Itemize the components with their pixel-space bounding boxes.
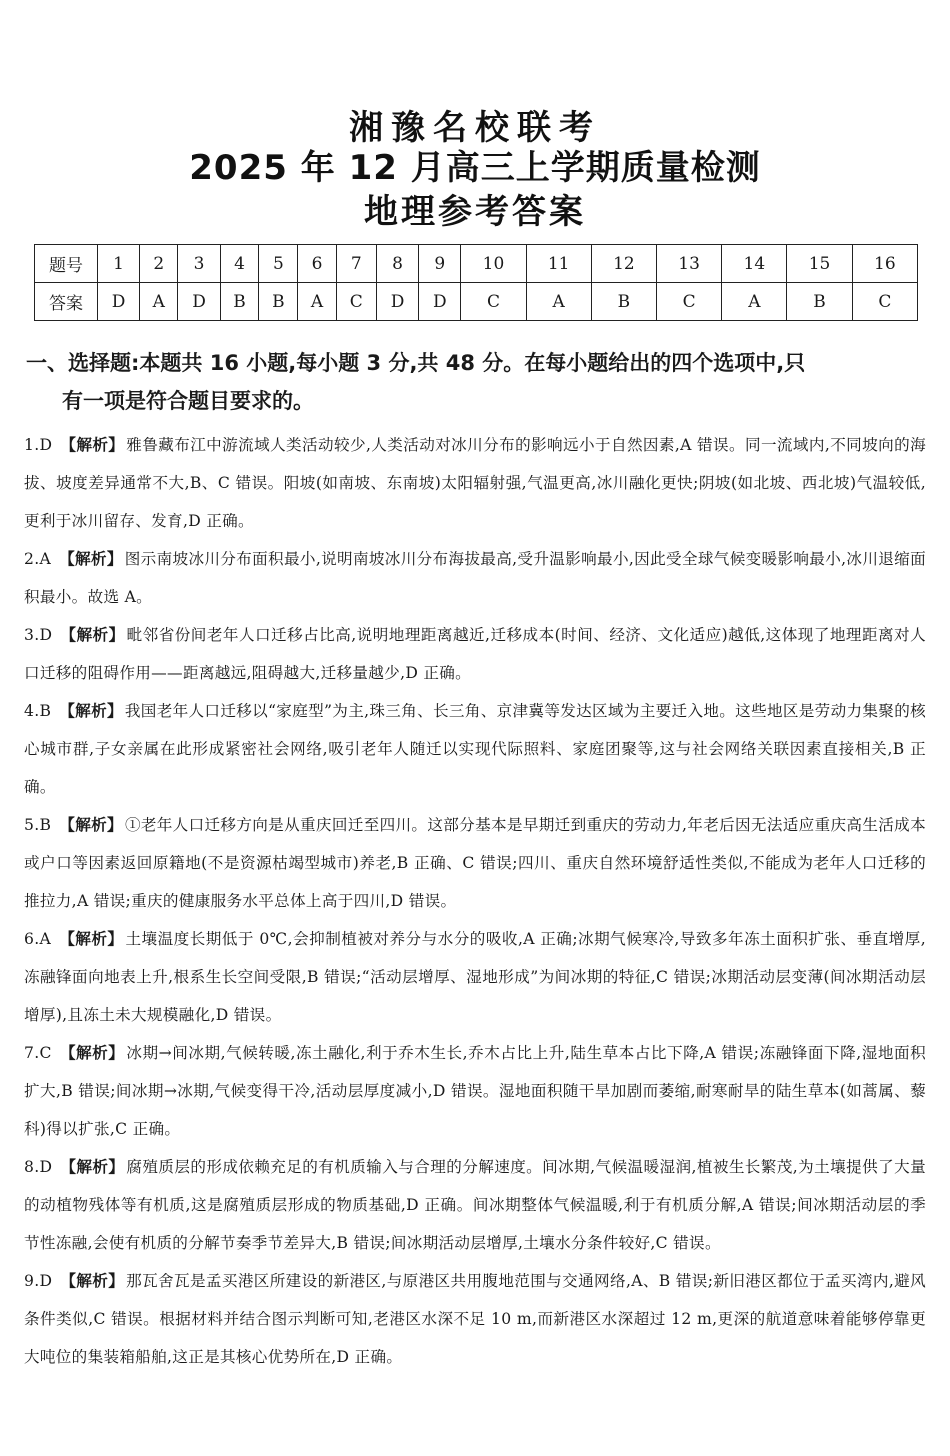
question-answer: 5.B [24, 816, 52, 834]
question-number: 11 [526, 245, 591, 283]
question-answer: 9.D [24, 1272, 53, 1290]
explanation-text: 土壤温度长期低于 0℃,会抑制植被对养分与水分的吸收,A 正确;冰期气候寒冷,导致多年冻土面积扩张、垂直增厚,冻融锋面向地表上升,根系生长空间受限,B 错误;“活动层增厚、湿地形成”为间冰期的特征,C 错误;冰期活动层变薄(间冰期活动层增厚),且冻土未大规模融化,D 错误。 [24, 930, 927, 1024]
answer-row [35, 283, 918, 321]
question-number: 16 [852, 245, 917, 283]
section-heading [26, 344, 931, 420]
answer-cell: C [852, 283, 917, 321]
document-title: 地理参考答案 [364, 192, 586, 232]
question-number: 14 [722, 245, 787, 283]
question-number: 13 [657, 245, 722, 283]
explanation-text: 腐殖质层的形成依赖充足的有机质输入与合理的分解速度。间冰期,气候温暖湿润,植被生长繁茂,为土壤提供了大量的动植物残体等有机质,这是腐殖质层形成的物质基础,D 正确。间冰期整体气候温暖,利于有机质分解,A 错误;间冰期活动层的季节性冻融,会使有机质的分解节奏季节差异大,B 错误;间冰期活动层增厚,土壤水分条件较好,C 错误。 [24, 1158, 926, 1252]
analysis-tag: 【解析】 [59, 816, 123, 834]
explanation-text: 图示南坡冰川分布面积最小,说明南坡冰川分布海拔最高,受升温影响最小,因此受全球气候变暖影响最小,冰川退缩面积最小。故选 A。 [24, 550, 926, 606]
explanation-item [24, 1034, 926, 1148]
answer-cell: C [657, 283, 722, 321]
question-number: 12 [591, 245, 656, 283]
question-number: 4 [220, 245, 259, 283]
analysis-tag: 【解析】 [60, 1272, 125, 1290]
question-number: 7 [336, 245, 376, 283]
analysis-tag: 【解析】 [59, 930, 124, 948]
explanation-list [24, 426, 926, 1376]
question-number: 5 [259, 245, 298, 283]
answer-table [34, 244, 918, 321]
answer-cell: A [722, 283, 787, 321]
explanation-text: ①老年人口迁移方向是从重庆回迁至四川。这部分基本是早期迁到重庆的劳动力,年老后因无法适应重庆高生活成本或户口等因素返回原籍地(不是资源枯竭型城市)养老,B 正确、C 错误;四川、重庆自然环境舒适性类似,不能成为老年人口迁移的推拉力,A 错误;重庆的健康服务水平总体上高于四川,D 错误。 [24, 816, 926, 910]
analysis-tag: 【解析】 [60, 436, 125, 454]
question-number: 10 [461, 245, 526, 283]
explanation-item [24, 540, 926, 616]
section-heading-line: 一、选择题:本题共 16 小题,每小题 3 分,共 48 分。在每小题给出的四个选项中,只 [26, 351, 806, 375]
explanation-item [24, 1262, 926, 1376]
question-answer: 8.D [24, 1158, 53, 1176]
question-number: 9 [419, 245, 461, 283]
section-heading-line: 有一项是符合题目要求的。 [62, 389, 314, 413]
question-number: 15 [787, 245, 852, 283]
question-answer: 4.B [24, 702, 52, 720]
question-answer: 1.D [24, 436, 53, 454]
explanation-item [24, 426, 926, 540]
exam-subtitle: 2025 年 12 月高三上学期质量检测 [189, 148, 761, 188]
answer-cell: B [787, 283, 852, 321]
row-header-answer: 答案 [35, 283, 98, 321]
answer-cell: C [336, 283, 376, 321]
answer-cell: A [140, 283, 178, 321]
question-number-row [35, 245, 918, 283]
question-answer: 7.C [24, 1044, 52, 1062]
question-number: 8 [377, 245, 419, 283]
answer-cell: B [259, 283, 298, 321]
answer-cell: C [461, 283, 526, 321]
page-crop-mask [0, 1384, 950, 1456]
analysis-tag: 【解析】 [59, 1044, 125, 1062]
explanation-item [24, 616, 926, 692]
question-answer: 3.D [24, 626, 53, 644]
explanation-item [24, 692, 926, 806]
answer-cell: D [98, 283, 140, 321]
analysis-tag: 【解析】 [59, 550, 123, 568]
exam-title: 湘豫名校联考 [349, 108, 601, 148]
explanation-text: 雅鲁藏布江中游流域人类活动较少,人类活动对冰川分布的影响远小于自然因素,A 错误。同一流域内,不同坡向的海拔、坡度差异通常不大,B、C 错误。阳坡(如南坡、东南坡)太阳辐射强,气温更高,冰川融化更快;阴坡(如北坡、西北坡)气温较低,更利于冰川留存、发育,D 正确。 [24, 436, 926, 530]
question-number: 3 [178, 245, 220, 283]
explanation-text: 冰期→间冰期,气候转暖,冻土融化,利于乔木生长,乔木占比上升,陆生草本占比下降,A 错误;冻融锋面下降,湿地面积扩大,B 错误;间冰期→冰期,气候变得干冷,活动层厚度减小,D 错误。湿地面积随干旱加剧而萎缩,耐寒耐旱的陆生草本(如蒿属、藜科)得以扩张,C 正确。 [24, 1044, 926, 1138]
question-number: 6 [298, 245, 336, 283]
explanation-item [24, 806, 926, 920]
analysis-tag: 【解析】 [59, 702, 123, 720]
answer-cell: D [377, 283, 419, 321]
analysis-tag: 【解析】 [60, 1158, 125, 1176]
answer-cell: B [591, 283, 656, 321]
explanation-item [24, 1148, 926, 1262]
explanation-item [24, 920, 926, 1034]
question-answer: 2.A [24, 550, 52, 568]
question-number: 2 [140, 245, 178, 283]
question-answer: 6.A [24, 930, 52, 948]
answer-cell: D [178, 283, 220, 321]
answer-cell: A [298, 283, 336, 321]
explanation-text: 毗邻省份间老年人口迁移占比高,说明地理距离越近,迁移成本(时间、经济、文化适应)越低,这体现了地理距离对人口迁移的阻碍作用——距离越远,阻碍越大,迁移量越少,D 正确。 [24, 626, 926, 682]
question-number: 1 [98, 245, 140, 283]
explanation-text: 那瓦舍瓦是孟买港区所建设的新港区,与原港区共用腹地范围与交通网络,A、B 错误;新旧港区都位于孟买湾内,避风条件类似,C 错误。根据材料并结合图示判断可知,老港区水深不足 10 m,而新港区水深超过 12 m,更深的航道意味着能够停靠更大吨位的集装箱船舶,这正是其核心优势所在,D 正确。 [24, 1272, 926, 1366]
explanation-text: 我国老年人口迁移以“家庭型”为主,珠三角、长三角、京津冀等发达区域为主要迁入地。这些地区是劳动力集聚的核心城市群,子女亲属在此形成紧密社会网络,吸引老年人随迁以实现代际照料、家庭团聚等,这与社会网络关联因素直接相关,B 正确。 [24, 702, 926, 796]
analysis-tag: 【解析】 [60, 626, 125, 644]
answer-cell: D [419, 283, 461, 321]
row-header-question: 题号 [35, 245, 98, 283]
answer-cell: B [220, 283, 259, 321]
answer-cell: A [526, 283, 591, 321]
